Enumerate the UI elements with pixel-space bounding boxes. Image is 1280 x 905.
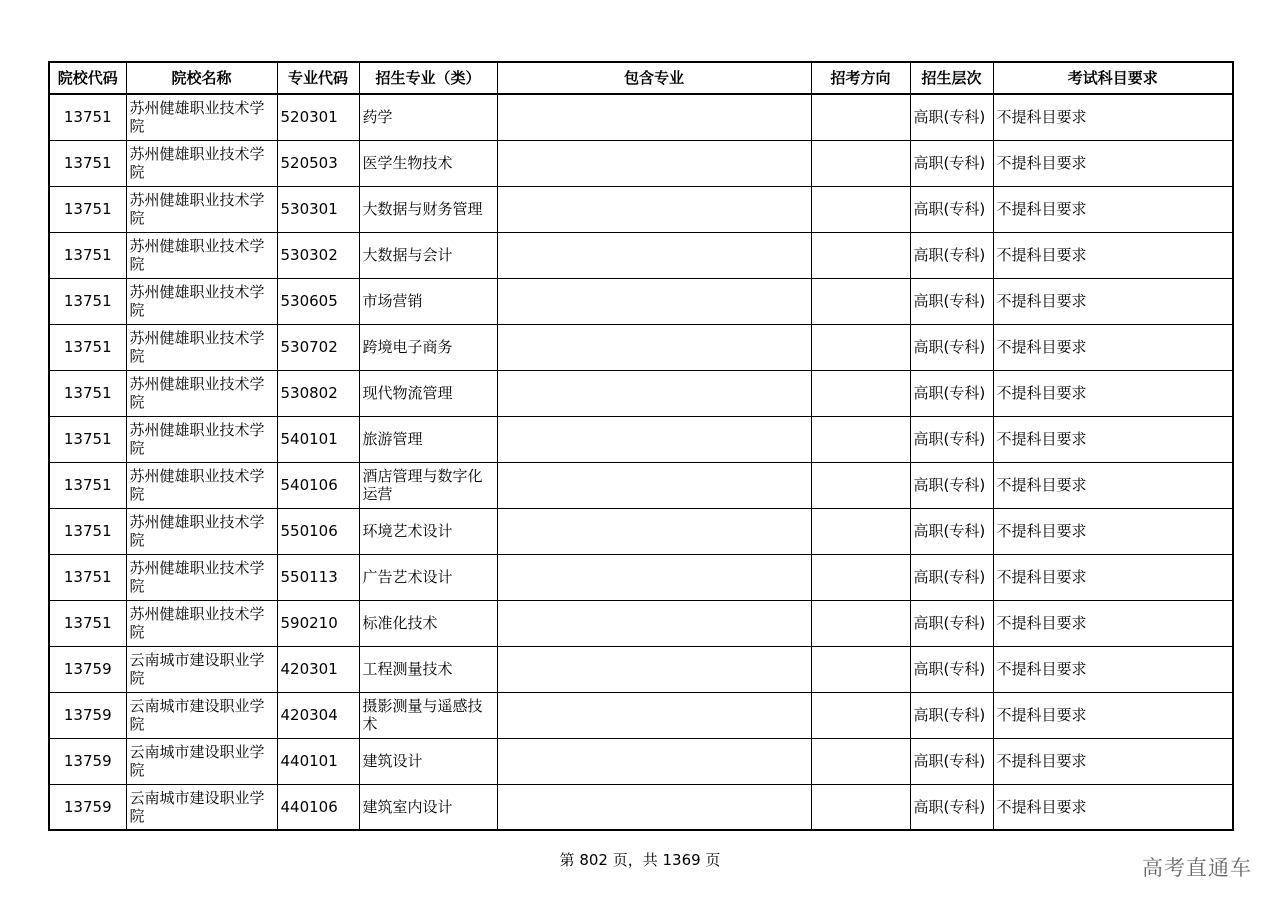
cell-major-code: 440106: [277, 784, 359, 830]
cell-major-code: 440101: [277, 738, 359, 784]
cell-school-name: 云南城市建设职业学院: [126, 692, 277, 738]
cell-major: 旅游管理: [359, 416, 497, 462]
cell-included-majors: [497, 324, 811, 370]
cell-direction: [811, 186, 910, 232]
cell-school-code: 13759: [49, 692, 126, 738]
cell-school-name: 云南城市建设职业学院: [126, 738, 277, 784]
cell-level: 高职(专科): [910, 370, 993, 416]
cell-level: 高职(专科): [910, 416, 993, 462]
cell-included-majors: [497, 94, 811, 140]
cell-school-name: 苏州健雄职业技术学院: [126, 370, 277, 416]
cell-included-majors: [497, 738, 811, 784]
cell-direction: [811, 370, 910, 416]
table-row: [49, 94, 1233, 140]
cell-direction: [811, 94, 910, 140]
cell-direction: [811, 324, 910, 370]
cell-requirement: 不提科目要求: [993, 416, 1233, 462]
table-row: [49, 370, 1233, 416]
cell-school-code: 13751: [49, 232, 126, 278]
cell-included-majors: [497, 646, 811, 692]
cell-school-name: 苏州健雄职业技术学院: [126, 140, 277, 186]
cell-school-code: 13751: [49, 94, 126, 140]
cell-requirement: 不提科目要求: [993, 324, 1233, 370]
cell-direction: [811, 738, 910, 784]
cell-level: 高职(专科): [910, 186, 993, 232]
cell-school-name: 苏州健雄职业技术学院: [126, 462, 277, 508]
cell-included-majors: [497, 692, 811, 738]
cell-direction: [811, 140, 910, 186]
cell-school-name: 苏州健雄职业技术学院: [126, 324, 277, 370]
cell-level: 高职(专科): [910, 692, 993, 738]
table-row: [49, 140, 1233, 186]
cell-included-majors: [497, 416, 811, 462]
cell-direction: [811, 508, 910, 554]
table-row: [49, 600, 1233, 646]
cell-school-code: 13751: [49, 462, 126, 508]
cell-school-code: 13751: [49, 370, 126, 416]
admissions-table: [48, 61, 1234, 831]
header-requirement: 考试科目要求: [993, 62, 1233, 94]
table-row: [49, 692, 1233, 738]
cell-requirement: 不提科目要求: [993, 278, 1233, 324]
cell-level: 高职(专科): [910, 94, 993, 140]
cell-major-code: 530302: [277, 232, 359, 278]
header-major-code: 专业代码: [277, 62, 359, 94]
cell-direction: [811, 554, 910, 600]
cell-level: 高职(专科): [910, 646, 993, 692]
header-major: 招生专业（类）: [359, 62, 497, 94]
cell-included-majors: [497, 370, 811, 416]
cell-level: 高职(专科): [910, 738, 993, 784]
cell-school-name: 苏州健雄职业技术学院: [126, 508, 277, 554]
cell-major-code: 540101: [277, 416, 359, 462]
cell-requirement: 不提科目要求: [993, 140, 1233, 186]
cell-school-code: 13759: [49, 738, 126, 784]
cell-major-code: 420301: [277, 646, 359, 692]
cell-major-code: 530702: [277, 324, 359, 370]
table-row: [49, 278, 1233, 324]
cell-requirement: 不提科目要求: [993, 370, 1233, 416]
cell-requirement: 不提科目要求: [993, 508, 1233, 554]
table-row: [49, 232, 1233, 278]
cell-school-code: 13751: [49, 600, 126, 646]
cell-major: 医学生物技术: [359, 140, 497, 186]
cell-included-majors: [497, 462, 811, 508]
cell-school-name: 苏州健雄职业技术学院: [126, 186, 277, 232]
cell-major: 大数据与财务管理: [359, 186, 497, 232]
cell-requirement: 不提科目要求: [993, 784, 1233, 830]
cell-major: 大数据与会计: [359, 232, 497, 278]
cell-major-code: 530605: [277, 278, 359, 324]
cell-major: 建筑设计: [359, 738, 497, 784]
header-direction: 招考方向: [811, 62, 910, 94]
cell-major-code: 540106: [277, 462, 359, 508]
cell-major: 工程测量技术: [359, 646, 497, 692]
cell-level: 高职(专科): [910, 462, 993, 508]
cell-school-code: 13751: [49, 508, 126, 554]
cell-major: 药学: [359, 94, 497, 140]
cell-school-name: 云南城市建设职业学院: [126, 646, 277, 692]
cell-requirement: 不提科目要求: [993, 94, 1233, 140]
cell-school-code: 13751: [49, 324, 126, 370]
page-number: 第 802 页，共 1369 页: [559, 851, 721, 869]
cell-requirement: 不提科目要求: [993, 232, 1233, 278]
cell-school-name: 苏州健雄职业技术学院: [126, 600, 277, 646]
cell-major: 酒店管理与数字化运营: [359, 462, 497, 508]
cell-major: 现代物流管理: [359, 370, 497, 416]
cell-school-code: 13759: [49, 646, 126, 692]
cell-level: 高职(专科): [910, 600, 993, 646]
cell-school-code: 13751: [49, 416, 126, 462]
cell-requirement: 不提科目要求: [993, 600, 1233, 646]
cell-major: 摄影测量与遥感技术: [359, 692, 497, 738]
table-row: [49, 462, 1233, 508]
cell-level: 高职(专科): [910, 232, 993, 278]
cell-included-majors: [497, 600, 811, 646]
cell-school-code: 13751: [49, 278, 126, 324]
cell-requirement: 不提科目要求: [993, 692, 1233, 738]
cell-major-code: 530802: [277, 370, 359, 416]
cell-major-code: 520503: [277, 140, 359, 186]
cell-level: 高职(专科): [910, 508, 993, 554]
cell-major: 建筑室内设计: [359, 784, 497, 830]
cell-school-name: 苏州健雄职业技术学院: [126, 94, 277, 140]
cell-level: 高职(专科): [910, 140, 993, 186]
cell-requirement: 不提科目要求: [993, 186, 1233, 232]
cell-major: 广告艺术设计: [359, 554, 497, 600]
cell-included-majors: [497, 508, 811, 554]
cell-major-code: 590210: [277, 600, 359, 646]
cell-direction: [811, 462, 910, 508]
table-body: [49, 94, 1233, 830]
table-row: [49, 554, 1233, 600]
cell-major: 标准化技术: [359, 600, 497, 646]
cell-included-majors: [497, 140, 811, 186]
cell-major-code: 550113: [277, 554, 359, 600]
table-header-row: [49, 62, 1233, 94]
cell-major: 跨境电子商务: [359, 324, 497, 370]
cell-included-majors: [497, 554, 811, 600]
cell-included-majors: [497, 784, 811, 830]
cell-major: 市场营销: [359, 278, 497, 324]
cell-major-code: 520301: [277, 94, 359, 140]
cell-major-code: 550106: [277, 508, 359, 554]
cell-direction: [811, 600, 910, 646]
cell-major: 环境艺术设计: [359, 508, 497, 554]
cell-requirement: 不提科目要求: [993, 462, 1233, 508]
cell-school-code: 13751: [49, 554, 126, 600]
table-row: [49, 324, 1233, 370]
header-school-code: 院校代码: [49, 62, 126, 94]
cell-requirement: 不提科目要求: [993, 738, 1233, 784]
cell-major-code: 420304: [277, 692, 359, 738]
cell-included-majors: [497, 278, 811, 324]
table-row: [49, 738, 1233, 784]
cell-school-name: 云南城市建设职业学院: [126, 784, 277, 830]
cell-direction: [811, 646, 910, 692]
cell-school-name: 苏州健雄职业技术学院: [126, 554, 277, 600]
cell-level: 高职(专科): [910, 324, 993, 370]
cell-school-name: 苏州健雄职业技术学院: [126, 232, 277, 278]
cell-direction: [811, 232, 910, 278]
cell-direction: [811, 784, 910, 830]
cell-major-code: 530301: [277, 186, 359, 232]
cell-included-majors: [497, 232, 811, 278]
table-row: [49, 186, 1233, 232]
header-level: 招生层次: [910, 62, 993, 94]
cell-school-name: 苏州健雄职业技术学院: [126, 416, 277, 462]
cell-direction: [811, 692, 910, 738]
table-row: [49, 416, 1233, 462]
header-school-name: 院校名称: [126, 62, 277, 94]
cell-requirement: 不提科目要求: [993, 646, 1233, 692]
cell-level: 高职(专科): [910, 784, 993, 830]
cell-direction: [811, 278, 910, 324]
cell-included-majors: [497, 186, 811, 232]
cell-requirement: 不提科目要求: [993, 554, 1233, 600]
table-row: [49, 646, 1233, 692]
table-row: [49, 784, 1233, 830]
table-row: [49, 508, 1233, 554]
cell-school-name: 苏州健雄职业技术学院: [126, 278, 277, 324]
header-included-majors: 包含专业: [497, 62, 811, 94]
cell-level: 高职(专科): [910, 554, 993, 600]
cell-school-code: 13751: [49, 140, 126, 186]
cell-level: 高职(专科): [910, 278, 993, 324]
cell-direction: [811, 416, 910, 462]
cell-school-code: 13751: [49, 186, 126, 232]
cell-school-code: 13759: [49, 784, 126, 830]
watermark-text: 高考直通车: [1142, 856, 1252, 880]
